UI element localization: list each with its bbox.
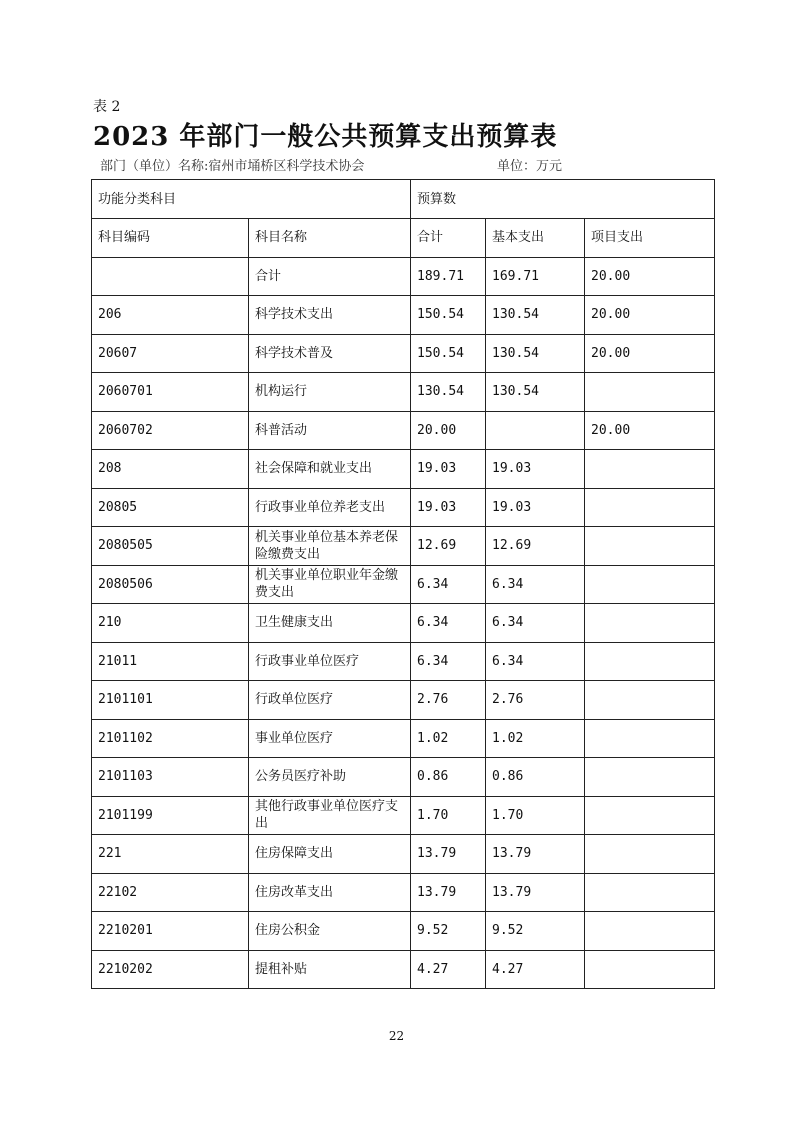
cell-total: 189.71: [411, 257, 486, 296]
table-row: [92, 642, 715, 681]
header-total: 合计: [411, 219, 486, 258]
cell-total: 6.34: [411, 642, 486, 681]
cell-basic: 19.03: [486, 450, 585, 489]
header-functional-category: 功能分类科目: [92, 180, 411, 219]
cell-total: 2.76: [411, 681, 486, 720]
table-row: [92, 912, 715, 951]
page-title: 2023 年部门一般公共预算支出预算表: [93, 122, 558, 152]
header-basic: 基本支出: [486, 219, 585, 258]
table-row: [92, 411, 715, 450]
cell-code: [92, 257, 249, 296]
cell-basic: [486, 411, 585, 450]
cell-name: 住房保障支出: [249, 835, 411, 874]
cell-total: 19.03: [411, 488, 486, 527]
cell-name: 其他行政事业单位医疗支出: [249, 796, 411, 835]
cell-name: 机关事业单位职业年金缴费支出: [249, 565, 411, 604]
cell-total: 9.52: [411, 912, 486, 951]
cell-total: 13.79: [411, 835, 486, 874]
cell-project: [585, 565, 715, 604]
cell-project: 20.00: [585, 257, 715, 296]
cell-basic: 130.54: [486, 296, 585, 335]
budget-table: [91, 179, 715, 989]
cell-basic: 1.02: [486, 719, 585, 758]
cell-name: 住房公积金: [249, 912, 411, 951]
cell-project: [585, 950, 715, 989]
table-row: [92, 719, 715, 758]
cell-code: 2101103: [92, 758, 249, 797]
cell-basic: 6.34: [486, 604, 585, 643]
cell-project: [585, 873, 715, 912]
cell-basic: 0.86: [486, 758, 585, 797]
cell-basic: 130.54: [486, 334, 585, 373]
cell-name: 机关事业单位基本养老保险缴费支出: [249, 527, 411, 566]
cell-code: 208: [92, 450, 249, 489]
table-row: [92, 450, 715, 489]
table-row: [92, 488, 715, 527]
cell-basic: 13.79: [486, 873, 585, 912]
cell-name: 科普活动: [249, 411, 411, 450]
cell-code: 2210202: [92, 950, 249, 989]
table-row: [92, 334, 715, 373]
cell-total: 19.03: [411, 450, 486, 489]
cell-total: 13.79: [411, 873, 486, 912]
header-budget-amount: 预算数: [411, 180, 715, 219]
cell-name: 机构运行: [249, 373, 411, 412]
table-row: [92, 604, 715, 643]
cell-project: [585, 835, 715, 874]
cell-total: 12.69: [411, 527, 486, 566]
table-row: [92, 373, 715, 412]
page-number: 22: [388, 1029, 405, 1043]
cell-code: 210: [92, 604, 249, 643]
cell-name: 合计: [249, 257, 411, 296]
department-name: 部门（单位）名称:宿州市埇桥区科学技术协会: [100, 159, 365, 174]
table-row: [92, 835, 715, 874]
cell-name: 事业单位医疗: [249, 719, 411, 758]
header-row-group: [92, 180, 715, 219]
cell-project: [585, 681, 715, 720]
unit-label: 单位：万元: [497, 159, 563, 174]
table-row: [92, 796, 715, 835]
table-row: [92, 681, 715, 720]
table-row: [92, 257, 715, 296]
cell-total: 4.27: [411, 950, 486, 989]
cell-basic: 1.70: [486, 796, 585, 835]
cell-code: 2210201: [92, 912, 249, 951]
cell-name: 社会保障和就业支出: [249, 450, 411, 489]
table-row: [92, 758, 715, 797]
cell-code: 2080506: [92, 565, 249, 604]
cell-code: 2060702: [92, 411, 249, 450]
cell-total: 150.54: [411, 296, 486, 335]
cell-code: 22102: [92, 873, 249, 912]
header-project: 项目支出: [585, 219, 715, 258]
cell-basic: 6.34: [486, 565, 585, 604]
table-label: 表 2: [93, 99, 121, 115]
cell-name: 行政事业单位养老支出: [249, 488, 411, 527]
cell-total: 150.54: [411, 334, 486, 373]
cell-total: 20.00: [411, 411, 486, 450]
table-row: [92, 296, 715, 335]
cell-project: [585, 373, 715, 412]
cell-basic: 130.54: [486, 373, 585, 412]
cell-project: [585, 642, 715, 681]
cell-project: [585, 488, 715, 527]
cell-name: 提租补贴: [249, 950, 411, 989]
cell-basic: 19.03: [486, 488, 585, 527]
cell-code: 206: [92, 296, 249, 335]
header-row-columns: [92, 219, 715, 258]
cell-basic: 13.79: [486, 835, 585, 874]
cell-project: 20.00: [585, 334, 715, 373]
cell-name: 行政单位医疗: [249, 681, 411, 720]
cell-project: 20.00: [585, 411, 715, 450]
cell-name: 科学技术支出: [249, 296, 411, 335]
cell-basic: 9.52: [486, 912, 585, 951]
cell-total: 1.70: [411, 796, 486, 835]
cell-name: 科学技术普及: [249, 334, 411, 373]
cell-basic: 2.76: [486, 681, 585, 720]
table-row: [92, 527, 715, 566]
cell-total: 130.54: [411, 373, 486, 412]
cell-project: [585, 719, 715, 758]
cell-total: 0.86: [411, 758, 486, 797]
cell-project: [585, 912, 715, 951]
cell-code: 2060701: [92, 373, 249, 412]
cell-project: 20.00: [585, 296, 715, 335]
cell-name: 公务员医疗补助: [249, 758, 411, 797]
cell-code: 2080505: [92, 527, 249, 566]
cell-basic: 4.27: [486, 950, 585, 989]
cell-basic: 12.69: [486, 527, 585, 566]
cell-project: [585, 604, 715, 643]
cell-code: 221: [92, 835, 249, 874]
header-code: 科目编码: [92, 219, 249, 258]
table-row: [92, 873, 715, 912]
cell-total: 6.34: [411, 604, 486, 643]
cell-basic: 169.71: [486, 257, 585, 296]
cell-project: [585, 527, 715, 566]
cell-code: 21011: [92, 642, 249, 681]
cell-name: 住房改革支出: [249, 873, 411, 912]
cell-project: [585, 796, 715, 835]
cell-basic: 6.34: [486, 642, 585, 681]
cell-project: [585, 758, 715, 797]
table-row: [92, 950, 715, 989]
cell-name: 卫生健康支出: [249, 604, 411, 643]
table-row: [92, 565, 715, 604]
cell-name: 行政事业单位医疗: [249, 642, 411, 681]
cell-project: [585, 450, 715, 489]
cell-code: 2101102: [92, 719, 249, 758]
cell-code: 20805: [92, 488, 249, 527]
cell-total: 1.02: [411, 719, 486, 758]
header-name: 科目名称: [249, 219, 411, 258]
cell-code: 20607: [92, 334, 249, 373]
cell-total: 6.34: [411, 565, 486, 604]
cell-code: 2101199: [92, 796, 249, 835]
cell-code: 2101101: [92, 681, 249, 720]
